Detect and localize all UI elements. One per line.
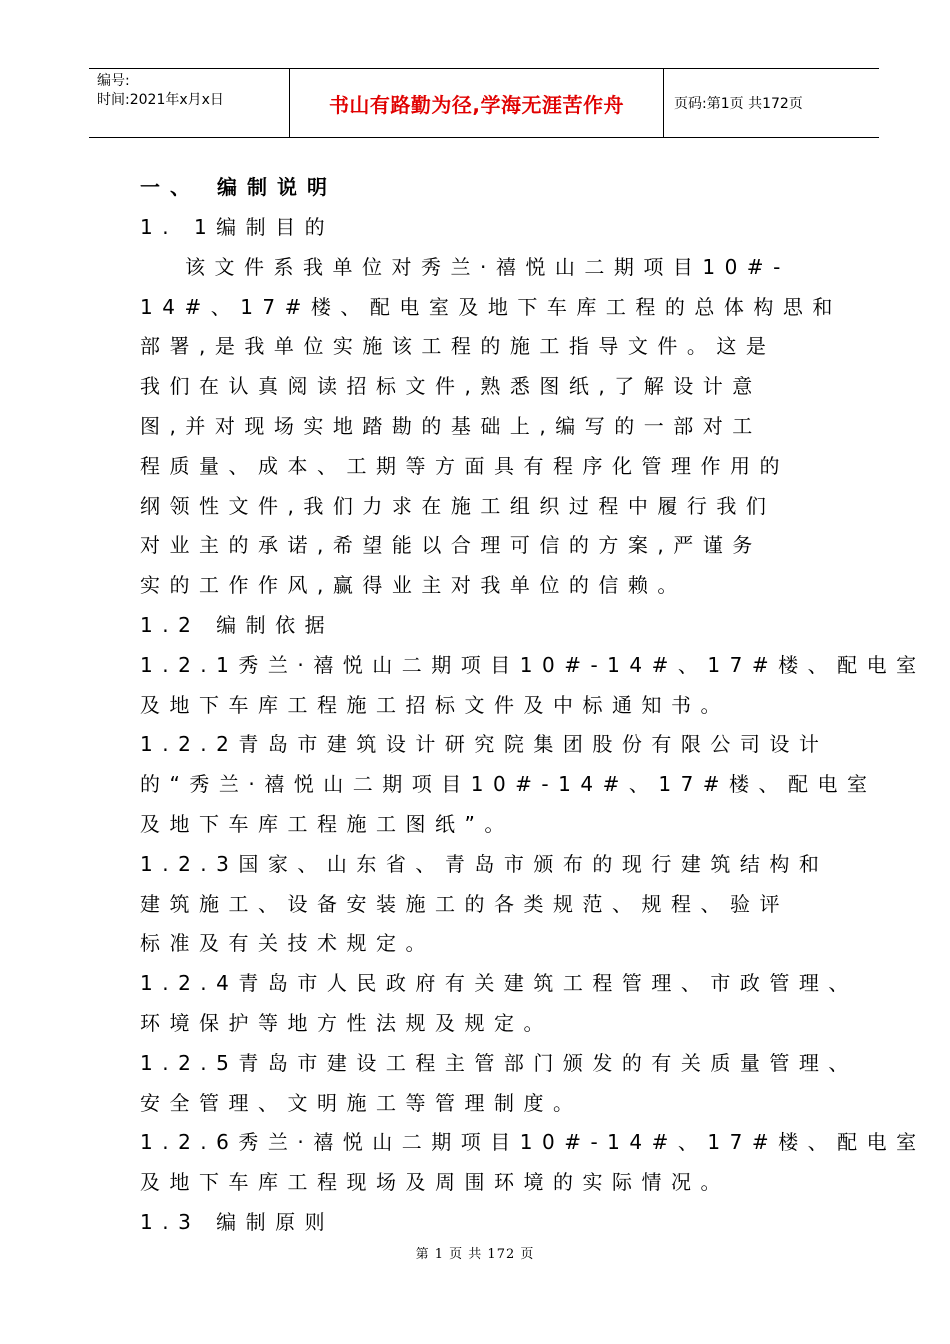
list-item-continuation: 标准及有关技术规定。: [140, 931, 435, 956]
header-meta: [89, 69, 290, 137]
list-item-continuation: 及地下车库工程现场及周围环境的实际情况。: [140, 1170, 730, 1195]
paragraph-line: 部署,是我单位实施该工程的施工指导文件。这是: [140, 334, 776, 359]
paragraph-line: 该文件系我单位对秀兰·禧悦山二期项目10#-: [185, 254, 790, 279]
section-heading: 一、 编制说明: [140, 175, 337, 199]
list-item: 1.2.6秀兰·禧悦山二期项目10#-14#、17#楼、配电室: [140, 1130, 926, 1155]
list-item-continuation: 环境保护等地方性法规及规定。: [140, 1010, 553, 1035]
page-header: [89, 68, 879, 138]
list-item-continuation: 安全管理、文明施工等管理制度。: [140, 1090, 583, 1115]
subsection-heading: 1. 1编制目的: [140, 215, 335, 239]
document-body: [140, 166, 926, 1243]
paragraph-line: 14#、17#楼、配电室及地下车库工程的总体构思和: [140, 294, 842, 319]
list-item: 1.2.4青岛市人民政府有关建筑工程管理、市政管理、: [140, 971, 858, 996]
paragraph-line: 对业主的承诺,希望能以合理可信的方案,严谨务: [140, 533, 762, 558]
paragraph-line: 我们在认真阅读招标文件,熟悉图纸,了解设计意: [140, 374, 762, 399]
subsection-heading: 1.3 编制原则: [140, 1209, 335, 1234]
paragraph-line: 图,并对现场实地踏勘的基础上,编写的一部对工: [140, 413, 762, 438]
list-item: 1.2.5青岛市建设工程主管部门颁发的有关质量管理、: [140, 1050, 858, 1075]
list-item-continuation: 及地下车库工程施工招标文件及中标通知书。: [140, 692, 730, 717]
list-item: 1.2.3国家、山东省、青岛市颁布的现行建筑结构和: [140, 851, 829, 876]
list-item-continuation: 及地下车库工程施工图纸”。: [140, 811, 514, 836]
page-footer: 第 1 页 共 172 页: [415, 1247, 535, 1262]
list-item: 1.2.2青岛市建筑设计研究院集团股份有限公司设计: [140, 732, 829, 757]
list-item-continuation: 建筑施工、设备安装施工的各类规范、规程、验评: [140, 891, 789, 916]
paragraph-line: 程质量、成本、工期等方面具有程序化管理作用的: [140, 453, 789, 478]
header-page-info: 页码:第1页 共172页: [674, 96, 803, 112]
header-motto: 书山有路勤为径,学海无涯苦作舟: [290, 69, 664, 137]
paragraph-line: 实的工作作风,赢得业主对我单位的信赖。: [140, 573, 687, 598]
time-label: 时间:2021年x月x日: [97, 92, 224, 108]
list-item: 1.2.1秀兰·禧悦山二期项目10#-14#、17#楼、配电室: [140, 652, 926, 677]
paragraph-line: 纲领性文件,我们力求在施工组织过程中履行我们: [140, 493, 776, 518]
list-item-continuation: 的“秀兰·禧悦山二期项目10#-14#、17#楼、配电室: [140, 772, 877, 797]
subsection-heading: 1.2 编制依据: [140, 612, 335, 637]
code-label: 编号:: [97, 73, 130, 89]
